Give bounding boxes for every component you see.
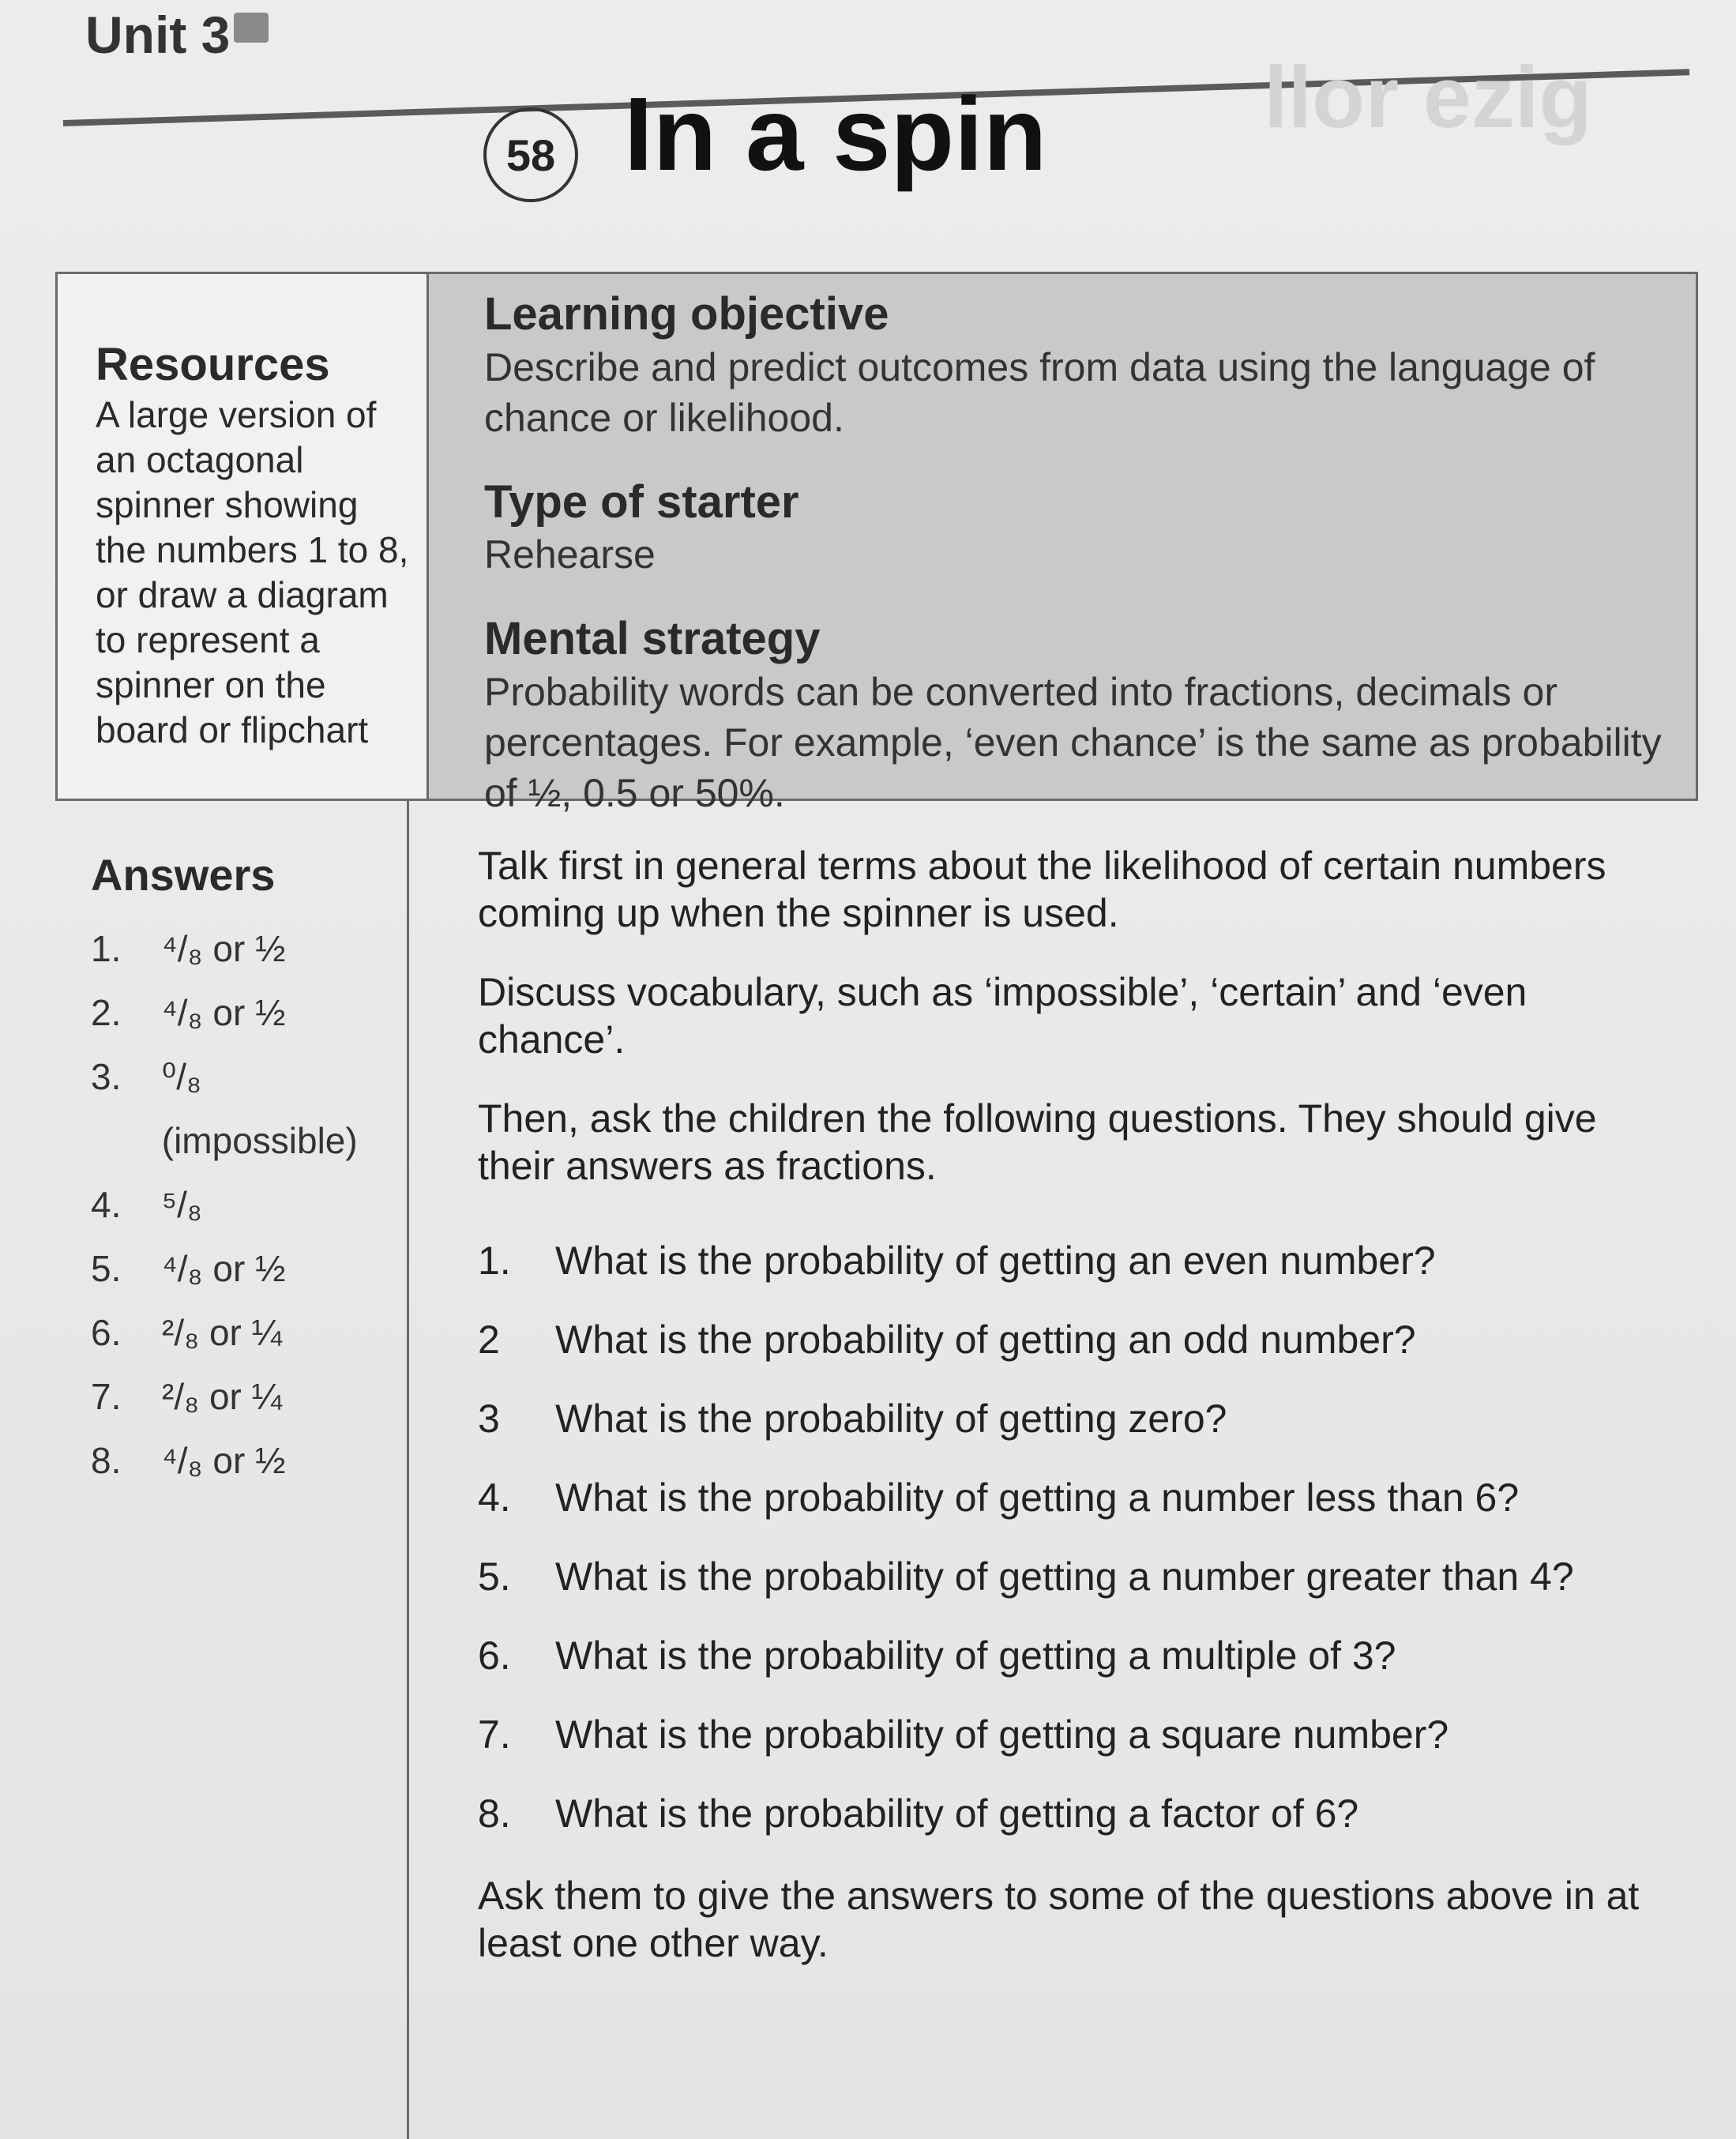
- question-item: [478, 1537, 1678, 1616]
- answer-item: [91, 1173, 407, 1237]
- learning-objective-text: Describe and predict outcomes from data using the language of chance or likelihood.: [484, 344, 1595, 440]
- questions-intro-paragraph: Then, ask the children the following questions. They should give their answers as fractions.: [478, 1096, 1597, 1188]
- resources-heading: Resources: [96, 339, 330, 390]
- question-number: 8.: [478, 1791, 511, 1836]
- answer-text: ²/₈ or ¼: [162, 1312, 282, 1354]
- starter-type-text: Rehearse: [484, 532, 656, 577]
- question-item: [478, 1458, 1678, 1537]
- question-number: 1.: [478, 1239, 511, 1283]
- question-number: 6.: [478, 1633, 511, 1678]
- lower-section: [55, 801, 1698, 2139]
- page-title: In a spin: [624, 76, 1047, 192]
- question-text: What is the probability of getting a factor of 6?: [555, 1791, 1359, 1836]
- question-item: [478, 1695, 1678, 1774]
- instructions-column: [478, 842, 1678, 1967]
- intro-paragraph: Talk first in general terms about the likelihood of certain numbers coming up when the spinner is used.: [478, 844, 1606, 935]
- answer-number: 8.: [91, 1440, 122, 1482]
- resources-panel: [58, 274, 429, 799]
- question-item: [478, 1221, 1678, 1300]
- question-number: 3: [478, 1397, 500, 1441]
- question-item: [478, 1616, 1678, 1695]
- answer-number: 7.: [91, 1376, 122, 1418]
- question-text: What is the probability of getting a square number?: [555, 1712, 1449, 1757]
- page-number-badge: 58: [483, 107, 578, 202]
- answer-item: [91, 981, 407, 1045]
- learning-objective-heading: Learning objective: [484, 288, 889, 340]
- question-number: 2: [478, 1318, 500, 1362]
- starter-type-heading: Type of starter: [484, 476, 799, 528]
- answer-number: 3.: [91, 1056, 122, 1098]
- question-text: What is the probability of getting a number less than 6?: [555, 1475, 1520, 1520]
- vocabulary-paragraph: Discuss vocabulary, such as ‘impossible’, ‘certain’ and ‘even chance’.: [478, 970, 1527, 1062]
- answer-text: ⁴/₈ or ½: [162, 928, 286, 970]
- answers-column: [91, 848, 407, 1493]
- answer-number: 2.: [91, 992, 122, 1034]
- question-text: What is the probability of getting an even number?: [555, 1239, 1436, 1283]
- answer-item: [91, 1045, 407, 1173]
- resources-text: A large version of an octagonal spinner showing the numbers 1 to 8, or draw a diagram to represent a spinner on the board or flipchart: [96, 393, 409, 750]
- answer-item: [91, 1237, 407, 1301]
- mental-strategy-heading: Mental strategy: [484, 613, 821, 665]
- unit-marker-icon: [234, 13, 269, 43]
- answer-text: ⁴/₈ or ½: [162, 992, 286, 1034]
- answer-item: [91, 917, 407, 981]
- show-through-text: llor ezig: [1264, 49, 1592, 146]
- question-number: 5.: [478, 1554, 511, 1599]
- answer-text: ²/₈ or ¼: [162, 1376, 282, 1418]
- question-text: What is the probability of getting an odd number?: [555, 1318, 1416, 1362]
- unit-label: Unit 3: [85, 6, 231, 64]
- info-box: [55, 272, 1698, 815]
- question-item: [478, 1774, 1678, 1853]
- answer-text: ⁴/₈ or ½: [162, 1248, 286, 1290]
- question-item: [478, 1379, 1678, 1458]
- question-number: 4.: [478, 1475, 511, 1520]
- mental-strategy-text: Probability words can be converted into fractions, decimals or percentages. For example, ‘even chance’ is the same as probability of ½, 0.5 or 50%.: [484, 669, 1662, 815]
- answer-item: [91, 1429, 407, 1493]
- answer-text: ⁴/₈ or ½: [162, 1440, 286, 1482]
- question-item: [478, 1300, 1678, 1379]
- column-divider: [407, 801, 409, 2139]
- answer-item: [91, 1301, 407, 1365]
- answer-number: 6.: [91, 1312, 122, 1354]
- objective-panel: [429, 274, 1696, 815]
- answer-text: ⁵/₈: [162, 1184, 202, 1226]
- question-number: 7.: [478, 1712, 511, 1757]
- question-text: What is the probability of getting a number greater than 4?: [555, 1554, 1574, 1599]
- closing-paragraph: Ask them to give the answers to some of the questions above in at least one other way.: [478, 1874, 1640, 1965]
- answer-item: [91, 1365, 407, 1429]
- answer-number: 5.: [91, 1248, 122, 1290]
- answers-heading: Answers: [91, 850, 276, 900]
- answer-text: ⁰/₈ (impossible): [161, 1056, 358, 1162]
- answer-number: 1.: [91, 928, 122, 970]
- question-text: What is the probability of getting zero?: [555, 1397, 1227, 1441]
- question-text: What is the probability of getting a multiple of 3?: [555, 1633, 1396, 1678]
- answer-number: 4.: [91, 1184, 122, 1226]
